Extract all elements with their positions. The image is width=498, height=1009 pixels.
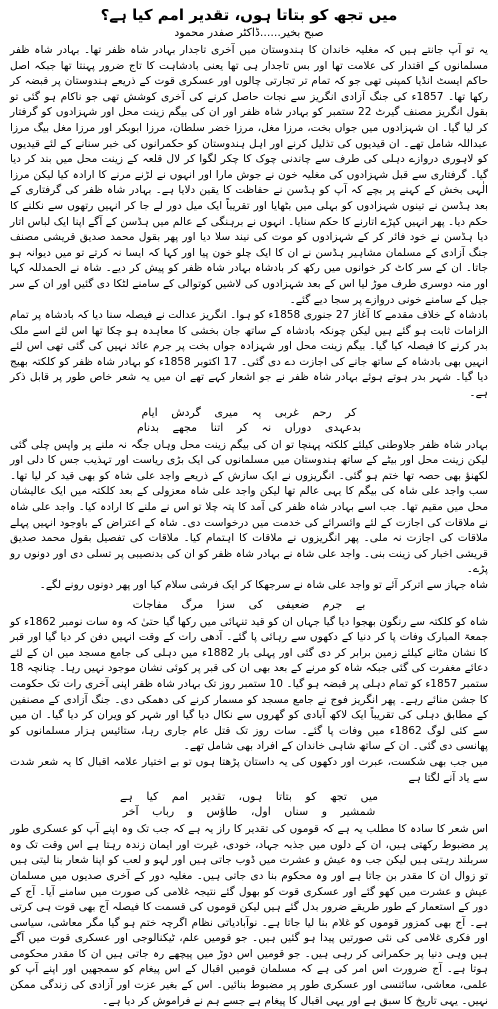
article-title: میں تجھ کو بتاتا ہوں، تقدیر امم کیا ہے؟ xyxy=(100,6,398,24)
article-byline: صبح بخیر......ڈاکٹر صفدر محمود xyxy=(174,26,324,39)
poem-verse xyxy=(10,789,488,819)
poem-line: کر رحم غربی پہ میری گردش ایام xyxy=(141,405,357,419)
paragraph: یہ تو آپ جانتے ہیں کہ مغلیہ خاندان کا ہندوستان میں آخری تاجدار بہادر شاہ ظفر تھا۔ بہادر شاہ ظفر مسلمانوں کے اقتدار کی علامت تھا اور بس تاجدار ہی تھا یعنی بادشاہت کا تاج ضرور پہنتا تھا جبکہ اصل حاکم ایسٹ انڈیا کمپنی تھی جو کہ تمام تر تجارتی چالوں اور عسکری قوت کے ذریعے ہندوستان پر قبضہ کر رکھا تھا۔ 1857ء کی جنگ آزادی انگریز سے نجات حاصل کرنے کی آخری کوشش تھی جو ناکام ہو گئی تو بقول انگریز مصنف گیرٹ 22 ستمبر کو بہادر شاہ ظفر اور ان کی بیگم زینت محل اور شہزادوں کو گرفتار کر لیا گیا۔ ان شہزادوں میں جواں بخت، مرزا مغل، مرزا خضر سلطان، مرزا ابوبکر اور مرزا مغل بیگ مرزا عبداللہ شامل تھے۔ ان قیدیوں کی تذلیل کرنے اور اہل ہندوستان کو حکمرانوں کی خبر سنانے کے لئے قیدیوں کو لاہوری دروازے دہلی کی طرف سے چاندنی چوک کا چکر لگوا کر لال قلعہ کے زینت محل میں بند کر دیا گیا۔ گرفتاری سے قبل شہزادوں کی مغلیہ خون نے جوش مارا اور انہوں نے لڑنے مرنے کا ارادہ کیا لیکن مرزا الٰہی بخش کے کہنے پر بچے کہ آپ کو ہڈسن نے حفاظت کا یقین دلایا ہے۔ بہادر شاہ ظفر کی گرفتاری کے بعد ہڈسن نے تینوں شہزادوں کو بہلی میں بٹھایا اور تقریباً ایک میل دور لے جا کر انہیں رتھوں سے نکلنے کا حکم دیا۔ پھر انہیں کپڑے اتارنے کا حکم سنایا۔ انہوں نے برہنگی کے عالم میں ہڈسن کے آگے اپنا ایک لباس اتار دیا ہڈسن نے خود فائر کر کے شہزادوں کو موت کی نیند سلا دیا اور پھر بقول محمد صدیق قریشی مصنف جنگ آزادی کے مسلمان مشاہیر ہڈسن نے ان کا ایک چلو خون پیا اور کہا کہ ایسا نہ کرتے تو میں دیوانہ ہو جاتا۔ ان کے سر کاٹ کر خوانوں میں رکھ کر بادشاہ بہادر شاہ ظفر کو پیش کر دیے۔ شاہ نے الحمدللہ کہا اور منہ دوسری طرف موڑ لیا اس کے بعد شہزادوں کی لاشیں کوتوالی کے سامنے لٹکا دی گئیں اور ان کے سر جیل کے سامنے خونی دروازے پر سجا دیے گئے۔ xyxy=(10,44,488,306)
poem-line: بدعہدی دوراں نہ کر اتنا مجھے بدنام xyxy=(136,420,362,434)
paragraph: اس شعر کا سادہ کا مطلب یہ ہے کہ قوموں کی تقدیر کا راز یہ ہے کہ جب تک وہ اپنے آپ کو عسکری طور پر مضبوط رکھتی ہیں، ان کے دلوں میں جذبہ جہاد، خودی، غیرت اور ایمان زندہ رہتا ہے اس وقت تک وہ سربلند رہتی ہیں لیکن جب وہ عیش و عشرت میں ڈوب جاتی ہیں اور لہو و لعب کو اپنا شعار بنا لیتی ہیں تو زوال ان کا مقدر بن جاتا ہے اور وہ محکوم بنا دی جاتی ہیں۔ مغلیہ دور کے آخری صدیوں میں مسلمان عیش و عشرت میں کھو گئے اور عسکری قوت کو بھول گئے نتیجہ غلامی کی صورت میں سامنے آیا۔ آج کے دور کے استعمار کے طور طریقے ضرور بدل گئے ہیں لیکن قوموں کی قسمت کا فیصلہ آج بھی قوت ہی کرتی ہے۔ آج بھی کمزور قوموں کو غلام بنا لیا جاتا ہے۔ نوآبادیاتی نظام اگرچہ ختم ہو گیا مگر معاشی، سیاسی اور فکری غلامی کی نئی صورتیں پیدا ہو گئیں ہیں۔ جو قومیں علم، ٹیکنالوجی اور عسکری قوت میں آگے ہیں وہی دنیا پر حکمرانی کر رہی ہیں۔ جو قومیں اس دوڑ میں پیچھے رہ جاتی ہیں ان کا مقدر محکومی ہوتا ہے۔ آج ضرورت اس امر کی ہے کہ مسلمان قومیں اقبال کے اس پیغام کو سمجھیں اور اپنے آپ کو علمی، معاشی، سائنسی اور عسکری طور پر مضبوط بنائیں۔ اس کے بغیر عزت اور آزادی کی زندگی ممکن نہیں۔ یہی تاریخ کا سبق ہے اور یہی اقبال کا پیغام ہے جسے ہم نے فراموش کر دیا ہے۔ xyxy=(10,823,488,1007)
paragraph: میں جب بھی شکست، عبرت اور دکھوں کی یہ داستان پڑھتا ہوں تو بے اختیار علامہ اقبال کا یہ شعر شدت سے یاد آنے لگتا ہے xyxy=(10,755,488,784)
poem-line: شمشیر و سناں اول، طاؤس و رباب آخر xyxy=(122,805,376,819)
poem-verse xyxy=(10,597,488,612)
paragraph: بہادر شاہ ظفر جلاوطنی کیلئے کلکتہ پہنچا تو ان کی بیگم زینت محل وہاں جگہ نہ ملنے پر واپس چلی گئی لیکن زینت محل اور بیٹے کے ساتھ ہندوستان میں مسلمانوں کی ایک بڑی ریاست اور تہذیب جس کا دلی اور لکھنؤ بھی حصہ تھا ختم ہو گئی۔ انگریزوں نے ایک سازش کے ذریعے واجد علی شاہ کو بھی قید کر لیا تھا۔ سب واجد علی شاہ کی بیگم کا یہی عالم تھا لیکن واجد علی شاہ معزولی کے بعد کلکتہ میں ایک عالیشان محل میں مقیم تھا۔ جب اسے بہادر شاہ ظفر کی آمد کا پتہ چلا تو اس نے ملنے کا ارادہ کیا۔ واجد علی شاہ نے ملاقات کی اجازت کے لئے وائسرائے کی خدمت میں درخواست دی۔ شاہ کے اعتراض کے باوجود انہیں پہلے ملاقات کی اجازت نہ ملی۔ پھر انگریزوں نے ملاقات کا اہتمام کیا۔ ملاقات کی تفصیل بقول محمد صدیق قریشی اخبار کی زینت بنی۔ واجد علی شاہ نے بہادر شاہ ظفر کو ان کی بدنصیبی پر تسلی دی اور دونوں رو پڑے۔ xyxy=(10,438,488,576)
poem-line: میں تجھ کو بتاتا ہوں، تقدیر امم کیا ہے xyxy=(119,790,379,804)
poem-verse xyxy=(10,405,488,435)
poem-line: بے جرم ضعیفی کی سزا مرگ مفاجات xyxy=(132,597,366,611)
paragraph: بادشاہ کے خلاف مقدمے کا آغاز 27 جنوری 1858ء کو ہوا۔ انگریز عدالت نے فیصلہ سنا دیا کہ بادشاہ پر تمام الزامات ثابت ہو گئے ہیں لیکن چونکہ بادشاہ کے ساتھ جان بخشی کا معاہدہ ہو چکا تھا اس لئے اسے ملک بدر کرنے کا فیصلہ کیا گیا۔ بیگم زینت محل اور شہزادہ جواں بخت پر جرم عائد نہیں کی گئی تھی اس لئے انہیں بھی بادشاہ کے ساتھ جانے کی اجازت دے دی گئی۔ 17 اکتوبر 1858ء کو بہادر شاہ ظفر کو کلکتہ بھیج دیا گیا۔ شہر بدر ہوتے ہوئے بہادر شاہ ظفر نے جو اشعار کہے تھے ان میں یہ شعر خاص طور پر قابل ذکر ہے۔ xyxy=(10,309,489,400)
paragraph: شاہ جہاز سے اترکر آئے تو واجد علی شاہ نے سرجھکا کر ایک فرشی سلام کیا اور پھر دونوں رونے لگے۔ xyxy=(39,579,488,591)
paragraph: شاہ کو کلکتہ سے رنگون بھجوا دیا گیا جہاں ان کو قید تنہائی میں رکھا گیا حتیٰ کہ وہ سات نومبر 1862ء کو جمعۃ المبارک وفات پا کر دنیا کے دکھوں سے رہائی پا گئے۔ آدھی رات کے وقت انہیں دفن کر دیا گیا اور قبر کا نشان مٹانے کیلئے زمین برابر کر دی گئی اور پہلی بار 1882ء میں دہلی کی جامع مسجد میں ان کے لئے دعائے مغفرت کی گئی جبکہ شاہ کو مرنے کے بعد بھی ان کی قبر پر کوئی نشان موجود نہیں رہا۔ چنانچہ 18 ستمبر 1857ء کو تمام دہلی پر قبضہ ہو گیا۔ 10 ستمبر روز تک بہادر شاہ ظفر اپنی آخری رات تک حکومت کا جشن منائے رہے۔ پھر انگریز فوج نے جامع مسجد کو مسمار کرنے کی دھمکی دی۔ جنگ آزادی کے مصنفین کے مطابق دہلی کی تقریباً ایک لاکھ آبادی کو گھروں سے نکال دیا گیا اور شہر کو ویران کر دیا گیا۔ ان میں سے کئی لوگ 1862ء میں وفات پا گئے۔ سات روز تک قتل عام جاری رہا، ستائیس ہزار مسلمانوں کو پھانسی دی گئی۔ ان کے ساتھ شاہی خاندان کے افراد بھی شامل تھے۔ xyxy=(10,615,488,753)
